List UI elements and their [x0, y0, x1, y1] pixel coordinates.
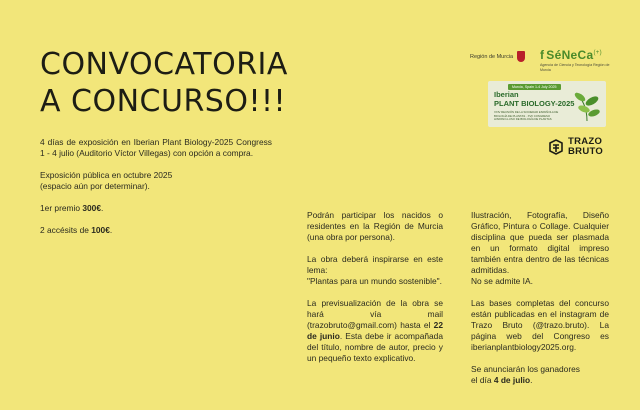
contest-rules-info: Las bases completas del concurso están publicadas en el instagram de Trazo Bruto (@trazo.bruto). La página web del Congreso es iberianplantbiology2025.org. [471, 298, 609, 352]
ipb-title-line-2: PLANT BIOLOGY-2025 [494, 98, 575, 108]
first-prize-amount: 300€ [82, 203, 101, 213]
winners-date: 4 de julio [493, 375, 531, 385]
public-exhibition-line-2: (espacio aún por determinar). [40, 181, 150, 191]
exhibition-info: 4 días de exposición en Iberian Plant Biology-2025 Congress 1 - 4 julio (Auditorio Víctor Villegas) con opción a compra. [40, 137, 272, 158]
trazo-bruto-mark-icon [548, 139, 564, 155]
headline-line-1: CONVOCATORIA [40, 47, 288, 82]
trazo-text-1: TRAZO [568, 136, 603, 147]
second-prize-amount: 100€ [91, 225, 110, 235]
seneca-f-icon: f [540, 48, 545, 62]
ipb-date-badge: Murcia, Spain 1-4 July 2025 [508, 84, 561, 90]
info-column-left [40, 137, 272, 247]
first-prize: 1er premio 300€. [40, 203, 104, 213]
no-ai-notice: No se admite IA. [471, 276, 533, 286]
participants-info: Podrán participar los nacidos o residentes en la Región de Murcia (una obra por persona). [307, 210, 443, 242]
murcia-logo-text: Región de Murcia [470, 53, 514, 60]
deadline-date: 22 de junio [307, 320, 443, 341]
trazo-text-2: BRUTO [568, 145, 604, 157]
trazo-bruto-logo [548, 137, 603, 156]
region-murcia-logo [470, 51, 525, 62]
seneca-name: SéNeCa [546, 48, 594, 62]
seneca-sup: (+) [593, 50, 602, 56]
ipb-subtitle: XXIV REUNIÓN DE LA SOCIEDAD ESPAÑOLA DE BIOLOGÍA DE PLANTAS · XVII CONGRESO HISPANO-LUSO DE BIOLOGÍA DE PLANTAS [494, 110, 559, 122]
winners-line-1: Se anunciarán los ganadores [471, 364, 580, 374]
ipb-title [494, 91, 574, 108]
seneca-logo [540, 48, 610, 72]
leaves-icon [572, 87, 602, 123]
winners-line-2: el día 4 de julio. [471, 375, 533, 385]
disciplines-info: Ilustración, Fotografía, Diseño Gráfico, Pintura o Collage. Cualquier disciplina que pueda ser plasmada en un formato digital impreso también entra dentro de las técnicas admitidas. [471, 210, 609, 275]
preview-info: La previsualización de la obra se hará vía mail (trazobruto@gmail.com) hasta el 22 de junio. Esta debe ir acompañada del título, nombre de autor, precio y un pequeño texto explicativo. [307, 298, 443, 363]
second-prizes: 2 accésits de 100€. [40, 225, 113, 235]
iberian-plant-biology-banner [488, 81, 606, 127]
ipb-title-line-1: Iberian [494, 90, 519, 99]
seneca-subtitle: Agencia de Ciencia y Tecnología Región de Murcia [540, 63, 610, 72]
info-column-right [471, 210, 609, 386]
murcia-crest-icon [517, 51, 525, 62]
headline-line-2: A CONCURSO!!! [40, 84, 287, 119]
info-column-middle [307, 210, 443, 364]
headline [40, 46, 288, 120]
theme-quote: "Plantas para un mundo sostenible". [307, 276, 442, 286]
theme-intro: La obra deberá inspirarse en este lema: [307, 254, 443, 275]
public-exhibition-line-1: Exposición pública en octubre 2025 [40, 170, 173, 180]
